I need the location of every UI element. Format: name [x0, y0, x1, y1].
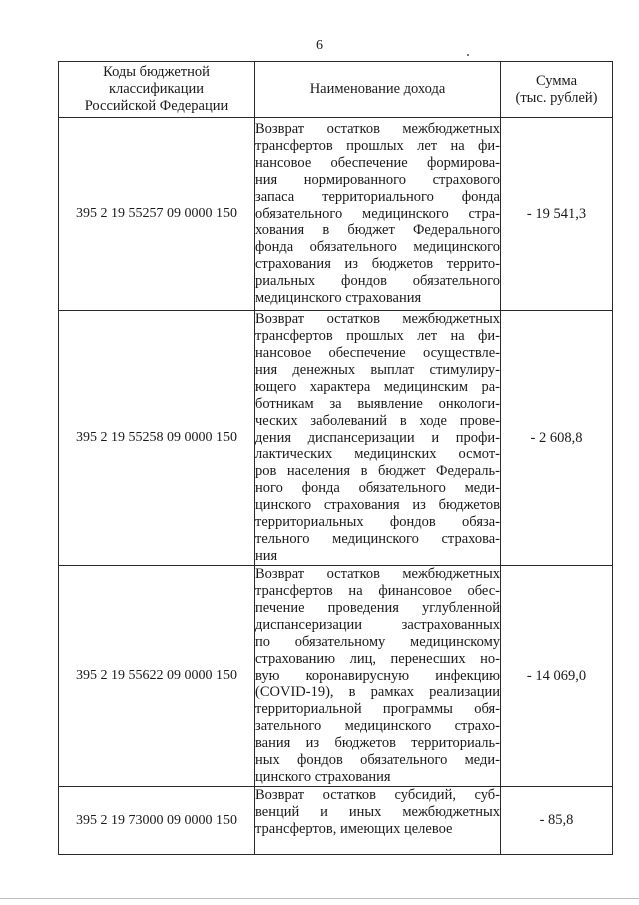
revenue-name-line: нансовое обеспечение осуществле-: [255, 345, 500, 362]
revenue-name-line: ров населения в бюджет Федераль-: [255, 463, 500, 480]
revenue-name-line: ных фондов обязательного меди-: [255, 752, 500, 769]
revenue-name-line: хования в бюджет Федерального: [255, 222, 500, 239]
revenue-name-line: вую коронавирусную инфекцию: [255, 667, 500, 684]
revenue-name-line: фонда обязательного медицинского: [255, 239, 500, 256]
revenue-name-line: Возврат остатков субсидий, суб-: [255, 787, 500, 803]
table-row: [59, 787, 613, 855]
table-row: [59, 566, 613, 787]
revenue-name-cell: [255, 311, 501, 566]
revenue-name-line: страхования из бюджетов террито-: [255, 256, 500, 273]
revenue-name-line: нансовое обеспечение формирова-: [255, 154, 500, 171]
header-amount-line: (тыс. рублей): [515, 89, 598, 106]
revenue-name-line: территориальной программы обя-: [255, 701, 500, 718]
revenue-name-line: зательного медицинского страхо-: [255, 718, 500, 735]
revenue-name-line: трансфертов на финансовое обес-: [255, 583, 500, 600]
revenue-name-line: страхованию лиц, перенесших но-: [255, 650, 500, 667]
revenue-name-line: ботникам за выявление онкологи-: [255, 395, 500, 412]
header-code-line: классификации: [108, 81, 205, 97]
revenue-name-line: вания из бюджетов территориаль-: [255, 735, 500, 752]
table-header-row: [59, 62, 613, 118]
revenue-name-line: ческих заболеваний в ходе прове-: [255, 412, 500, 429]
header-code-line: Российской Федерации: [84, 98, 229, 114]
revenue-name-line: диспансеризации застрахованных: [255, 616, 500, 633]
budget-code-cell: 395 2 19 55258 09 0000 150: [59, 311, 255, 566]
revenue-name-line: Возврат остатков межбюджетных: [255, 566, 500, 583]
budget-code-cell: 395 2 19 73000 09 0000 150: [59, 787, 255, 855]
amount-cell: - 19 541,3: [501, 118, 613, 311]
revenue-name-cell: [255, 118, 501, 311]
amount-cell: - 85,8: [501, 787, 613, 855]
revenue-name-line: дения диспансеризации и профи-: [255, 429, 500, 446]
header-name-line: Наименование дохода: [309, 81, 446, 97]
revenue-name-cell: [255, 566, 501, 787]
revenue-name-line: ния нормированного страхового: [255, 171, 500, 188]
revenue-name-line: трансфертов, имеющих целевое: [255, 820, 453, 837]
revenue-name-line: (COVID-19), в рамках реализации: [255, 684, 500, 701]
page-bottom-edge: [0, 898, 639, 899]
header-name: [255, 62, 501, 118]
revenue-name-line: цинского страхования из бюджетов: [255, 497, 500, 514]
table-row: [59, 311, 613, 566]
scan-artifact: [467, 54, 469, 56]
budget-code-cell: 395 2 19 55622 09 0000 150: [59, 566, 255, 787]
budget-code-cell: 395 2 19 55257 09 0000 150: [59, 118, 255, 311]
revenue-name-line: тельного медицинского страхова-: [255, 530, 500, 547]
revenue-table: [58, 61, 613, 855]
revenue-name-line: трансфертов прошлых лет на фи-: [255, 328, 500, 345]
revenue-name-line: Возврат остатков межбюджетных: [255, 121, 500, 138]
revenue-name-cell: [255, 787, 501, 855]
revenue-name-line: обязательного медицинского стра-: [255, 205, 500, 222]
revenue-name-line: лактических медицинских осмот-: [255, 446, 500, 463]
header-amount-line: Сумма: [535, 72, 578, 89]
revenue-name-line: ющего характера медицинским ра-: [255, 378, 500, 395]
revenue-name-line: ния денежных выплат стимулиру-: [255, 361, 500, 378]
header-code-line: Коды бюджетной: [103, 64, 210, 80]
revenue-name-line: по обязательному медицинскому: [255, 633, 500, 650]
revenue-name-line: запаса территориального фонда: [255, 188, 500, 205]
revenue-name-line: ния: [255, 547, 278, 564]
revenue-name-line: риальных фондов обязательного: [255, 273, 500, 290]
revenue-name-line: медицинского страхования: [255, 290, 422, 307]
revenue-name-line: цинского страхования: [255, 768, 391, 785]
header-amount: [501, 62, 613, 118]
revenue-name-line: ного фонда обязательного меди-: [255, 480, 500, 497]
revenue-name-line: венций и иных межбюджетных: [255, 803, 500, 820]
page-number: 6: [316, 38, 323, 53]
revenue-name-line: трансфертов прошлых лет на фи-: [255, 137, 500, 154]
revenue-name-line: территориальных фондов обяза-: [255, 514, 500, 531]
revenue-name-line: печение проведения углубленной: [255, 599, 500, 616]
amount-cell: - 14 069,0: [501, 566, 613, 787]
table-row: [59, 118, 613, 311]
amount-cell: - 2 608,8: [501, 311, 613, 566]
header-code: [59, 62, 255, 118]
revenue-name-line: Возврат остатков межбюджетных: [255, 311, 500, 328]
